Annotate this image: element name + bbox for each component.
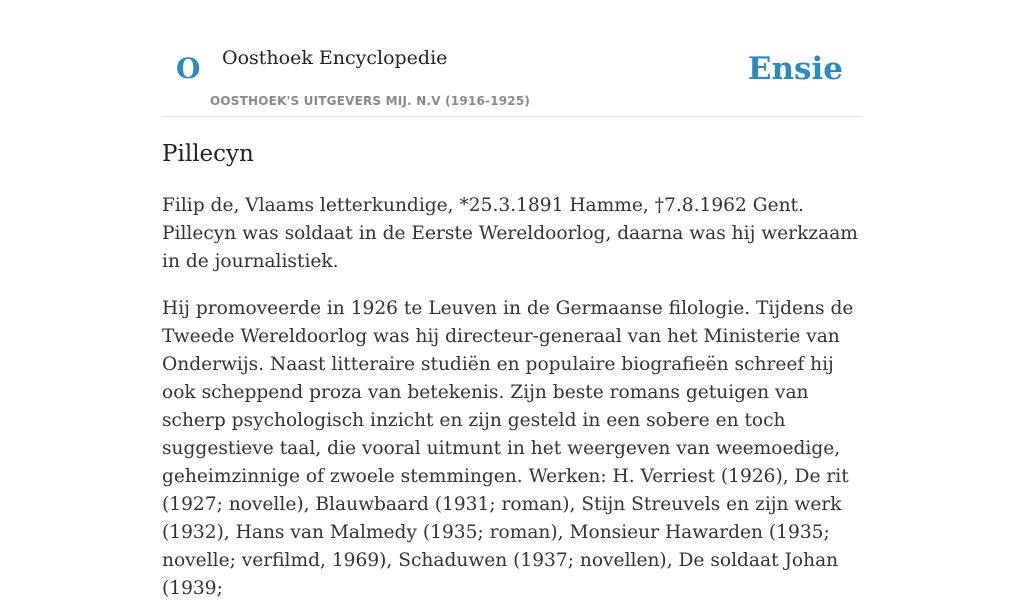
ensie-logo-link[interactable]: Ensie [747, 51, 843, 87]
article-paragraph: Hij promoveerde in 1926 te Leuven in de Germaanse filologie. Tijdens de Tweede Wereldoorlog was hij directeur-generaal van het Ministerie van Onderwijs. Naast litteraire studiën en populaire biografieën schreef hij ook scheppend proza van betekenis. Zijn beste romans getuigen van scherp psychologisch inzicht en zijn gesteld in een sobere en toch suggestieve taal, die vooral uitmunt in het weergeven van weemoedige, geheimzinnige of zwoele stemmingen. Werken: H. Verriest (1926), De rit (1927; novelle), Blauwbaard (1931; roman), Stijn Streuvels en zijn werk (1932), Hans van Malmedy (1935; roman), Monsieur Hawarden (1935; novelle; verfilmd, 1969), Schaduwen (1937; novellen), De soldaat Johan (1939; [162, 298, 854, 599]
article-paragraph: Filip de, Vlaams letterkundige, *25.3.1891 Hamme, †7.8.1962 Gent. Pillecyn was soldaat in de Eerste Wereldoorlog, daarna was hij werkzaam in de journalistiek. [162, 195, 858, 272]
publisher-label: OOSTHOEK'S UITGEVERS MIJ. N.V (1916-1925) [210, 94, 531, 108]
article-content [162, 138, 862, 603]
article-title: Pillecyn [162, 141, 254, 167]
source-logo-icon[interactable]: O [176, 52, 201, 85]
source-title-link[interactable]: Oosthoek Encyclopedie [222, 47, 448, 69]
site-header [162, 0, 862, 117]
